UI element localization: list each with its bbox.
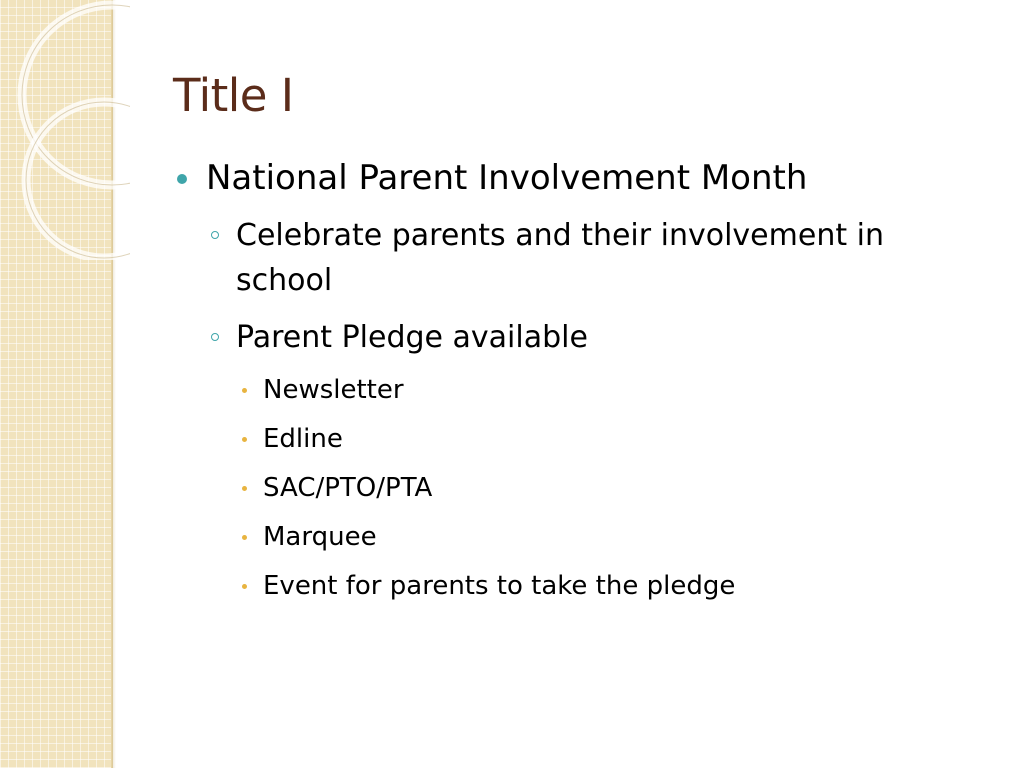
slide-title: Title I — [173, 69, 294, 122]
bullet-level3 — [173, 568, 933, 605]
bullet-text: Event for parents to take the pledge — [263, 571, 736, 601]
bullet-text: Edline — [263, 424, 343, 454]
bullet-text: Marquee — [263, 522, 377, 552]
bullet-text: Newsletter — [263, 375, 404, 405]
decorative-rings — [0, 0, 130, 260]
small-dot-bullet-icon — [242, 535, 247, 540]
bullet-text: SAC/PTO/PTA — [263, 473, 433, 503]
bullet-level2 — [173, 213, 896, 303]
filled-circle-bullet-icon — [177, 174, 187, 184]
bullet-level3 — [173, 421, 933, 458]
bullet-text: Celebrate parents and their involvement in school — [236, 218, 884, 298]
bullet-level2 — [173, 315, 896, 360]
small-dot-bullet-icon — [242, 437, 247, 442]
hollow-circle-bullet-icon — [211, 231, 219, 239]
bullet-text: National Parent Involvement Month — [206, 158, 808, 198]
small-dot-bullet-icon — [242, 486, 247, 491]
bullet-level1 — [173, 155, 933, 201]
bullet-level3 — [173, 470, 933, 507]
bullet-level3 — [173, 372, 933, 409]
small-dot-bullet-icon — [242, 584, 247, 589]
hollow-circle-bullet-icon — [211, 333, 219, 341]
bullet-text: Parent Pledge available — [236, 320, 588, 355]
slide-body — [173, 155, 933, 617]
bullet-level3 — [173, 519, 933, 556]
small-dot-bullet-icon — [242, 388, 247, 393]
